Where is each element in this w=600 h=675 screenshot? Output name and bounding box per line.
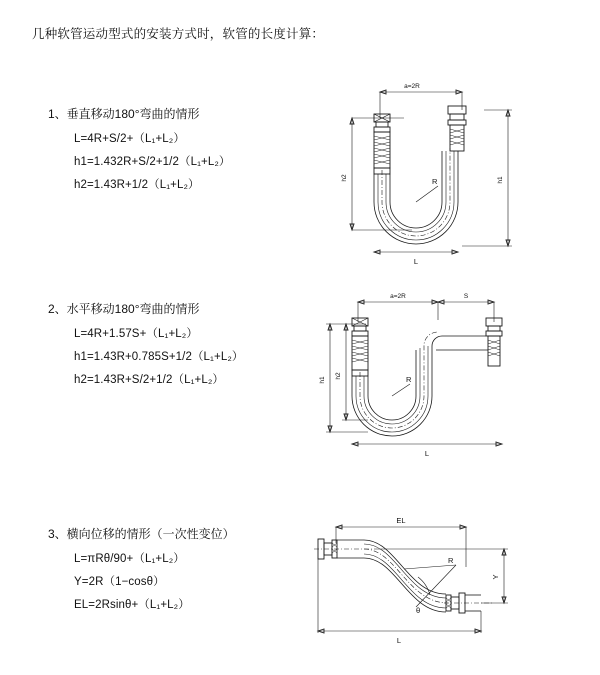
dim-label-S2: S [463,293,469,300]
lateral-offset-diagram [296,507,546,647]
section-1-heading: 1、垂直移动180°弯曲的情形 [48,107,200,121]
horizontal-180-bend-diagram [308,280,538,460]
section-3-formula-2: Y=2R（1−cosθ） [74,576,165,588]
section-2-formula-2: h1=1.43R+0.785S+1/2（L₁+L₂） [74,351,244,363]
dim-label-L2: L [424,449,430,458]
section-1-text [48,105,308,199]
section-1-formula-1: L=4R+S/2+（L₁+L₂） [74,133,185,145]
section-2-formula-1: L=4R+1.57S+（L₁+L₂） [74,328,198,340]
section-1-formula-3: h2=1.43R+1/2（L₁+L₂） [74,179,200,191]
dim-label-h2b: h2 [335,372,342,380]
section-1-formula-2: h1=1.432R+S/2+1/2（L₁+L₂） [74,156,231,168]
dim-label-R3: R [448,556,454,565]
section-2-formula-3: h2=1.43R+S/2+1/2（L₁+L₂） [74,374,225,386]
dim-label-theta: θ [416,606,421,615]
dim-label-h2: h2 [341,174,348,182]
dim-label-h1: h1 [497,176,504,184]
vertical-180-bend-diagram [312,70,532,270]
section-3-formula-1: L=πRθ/90+（L₁+L₂） [74,553,185,565]
dim-label-L3: L [396,636,402,645]
dim-label-EL: EL [396,516,406,525]
dim-label-R: R [432,177,438,186]
dim-label-L: L [413,257,419,266]
section-2-text [48,300,308,394]
dim-label-a2: a=2R [390,293,406,300]
section-3-heading: 3、横向位移的情形（一次性变位） [48,527,235,541]
dim-label-Y: Y [491,574,500,580]
dim-label-a: a=2R [404,83,420,90]
dim-label-R2: R [406,375,412,384]
page-title: 几种软管运动型式的安装方式时，软管的长度计算： [32,27,325,41]
section-3-formula-3: EL=2Rsinθ+（L₁+L₂） [74,599,190,611]
section-3-text [48,525,308,619]
section-2-heading: 2、水平移动180°弯曲的情形 [48,302,200,316]
dim-label-h1b: h1 [319,376,326,384]
